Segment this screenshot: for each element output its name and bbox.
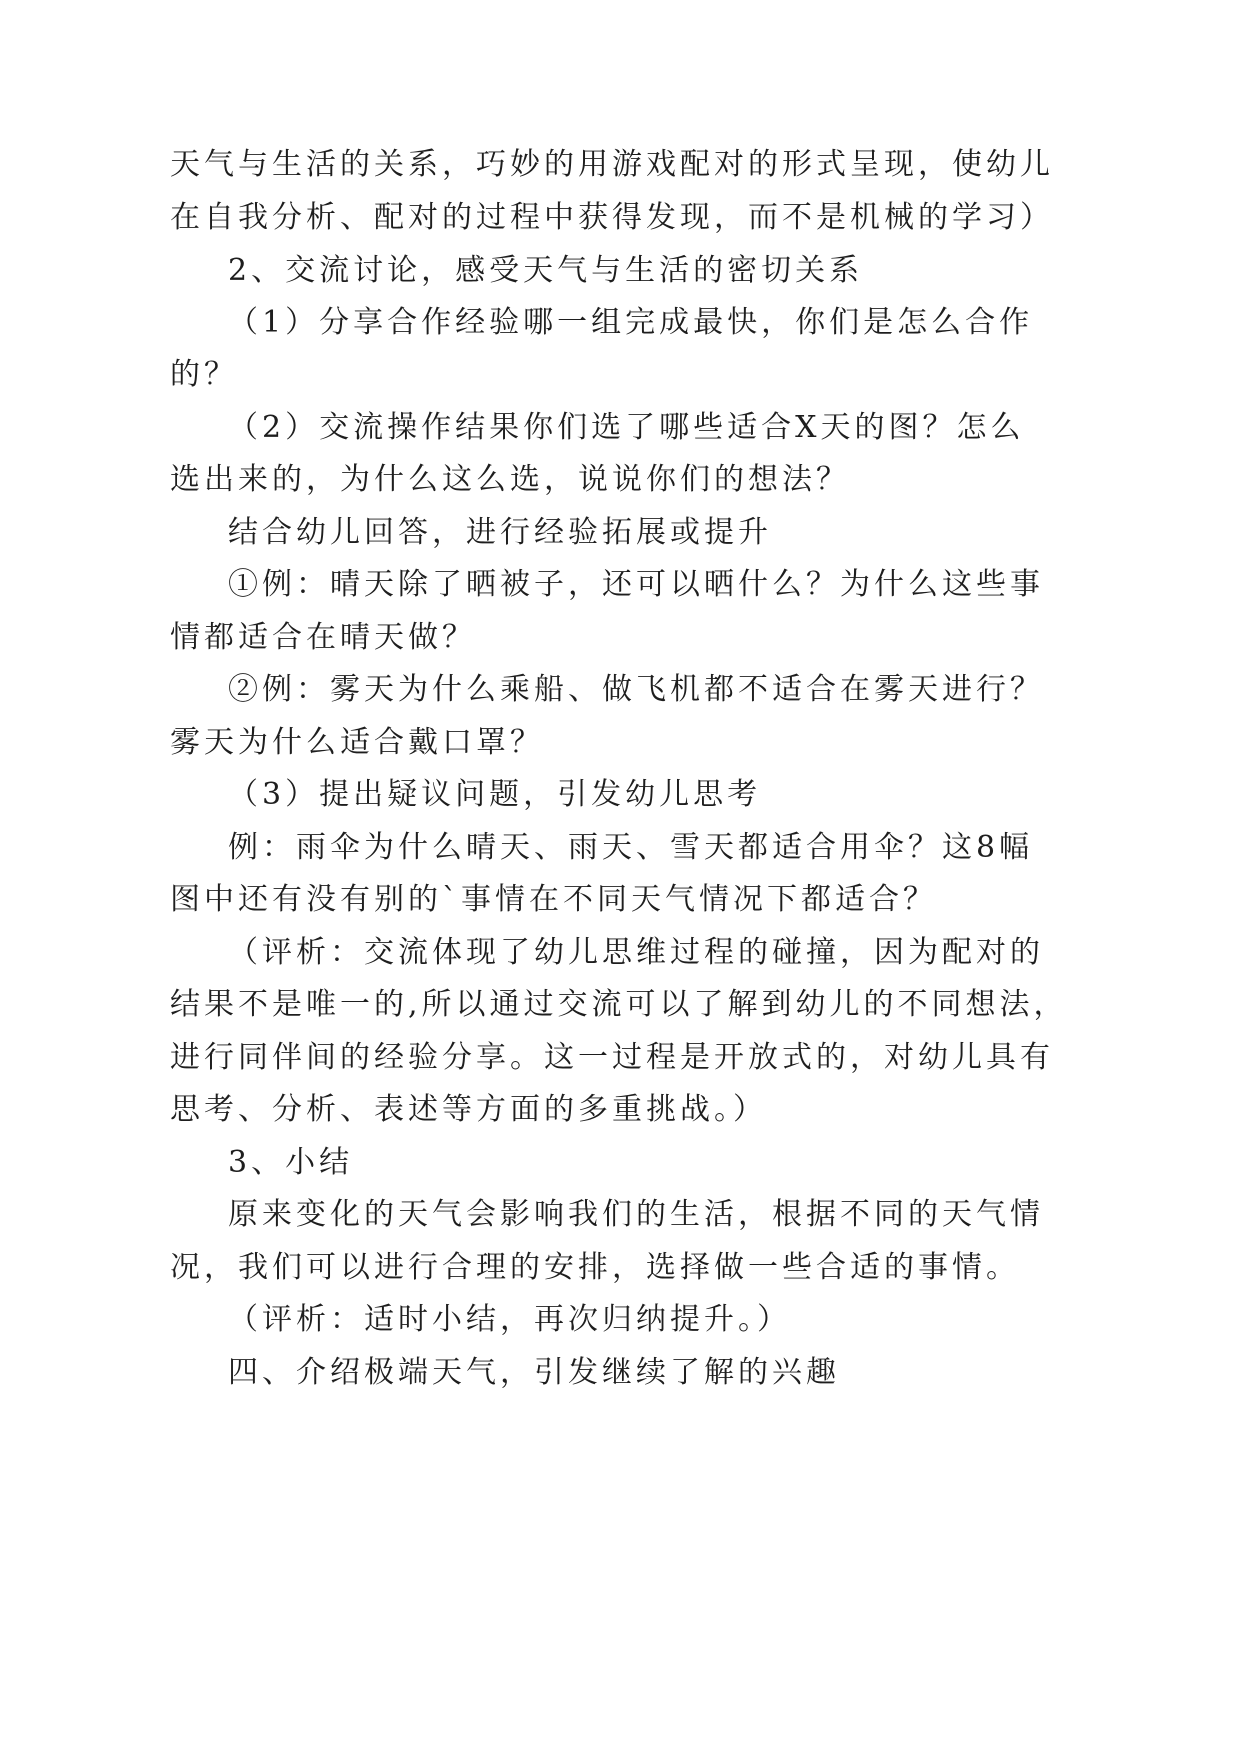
text-line: ②例：雾天为什么乘船、做飞机都不适合在雾天进行？: [228, 672, 1044, 707]
text-line: 选出来的，为什么这么选，说说你们的想法？: [170, 462, 850, 497]
text-line: 2、交流讨论，感受天气与生活的密切关系: [228, 253, 864, 288]
text-line: 图中还有没有别的`事情在不同天气情况下都适合？: [170, 882, 937, 917]
text-line: 进行同伴间的经验分享。这一过程是开放式的，对幼儿具有: [170, 1040, 1054, 1075]
text-line: 结合幼儿回答，进行经验拓展或提升: [228, 515, 772, 550]
text-line: 原来变化的天气会影响我们的生活，根据不同的天气情: [228, 1197, 1044, 1232]
text-line: 在自我分析、配对的过程中获得发现，而不是机械的学习）: [170, 200, 1054, 235]
text-line: 的？: [170, 357, 238, 392]
text-line: 结果不是唯一的,所以通过交流可以了解到幼儿的不同想法，: [170, 987, 1068, 1022]
text-line: 情都适合在晴天做？: [170, 620, 476, 655]
text-line: （评析：交流体现了幼儿思维过程的碰撞，因为配对的: [228, 935, 1044, 970]
text-line: 例：雨伞为什么晴天、雨天、雪天都适合用伞？这8幅: [228, 830, 1034, 865]
text-line: 3、小结: [228, 1145, 354, 1180]
text-line: ①例：晴天除了晒被子，还可以晒什么？为什么这些事: [228, 567, 1044, 602]
text-line: 天气与生活的关系，巧妙的用游戏配对的形式呈现，使幼儿: [170, 147, 1054, 182]
text-line: 四、介绍极端天气，引发继续了解的兴趣: [228, 1355, 840, 1390]
text-line: 雾天为什么适合戴口罩？: [170, 725, 544, 760]
text-line: （2）交流操作结果你们选了哪些适合X天的图？怎么: [228, 410, 1025, 445]
text-line: （评析：适时小结，再次归纳提升。）: [228, 1302, 791, 1337]
text-line: （1）分享合作经验哪一组完成最快，你们是怎么合作: [228, 305, 1034, 340]
text-line: （3）提出疑议问题，引发幼儿思考: [228, 777, 762, 812]
text-line: 思考、分析、表述等方面的多重挑战。）: [170, 1092, 767, 1127]
text-line: 况，我们可以进行合理的安排，选择做一些合适的事情。: [170, 1250, 1020, 1285]
